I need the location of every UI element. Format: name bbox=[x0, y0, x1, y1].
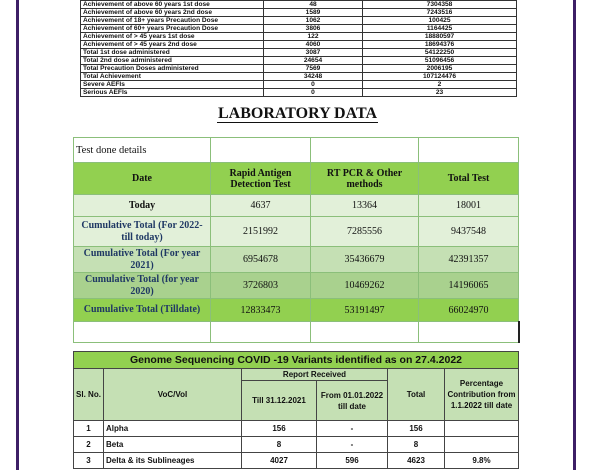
genome-title: Genome Sequencing COVID -19 Variants identified as on 27.4.2022 bbox=[74, 352, 519, 369]
vax-today: 0 bbox=[264, 89, 363, 97]
rtpcr-value: 35436679 bbox=[311, 247, 419, 273]
variant-sl: 2 bbox=[74, 437, 104, 453]
row-label: Today bbox=[74, 195, 211, 217]
vax-today: 0 bbox=[264, 81, 363, 89]
laboratory-table bbox=[73, 137, 520, 343]
table-row bbox=[81, 17, 517, 25]
total-value: 14196065 bbox=[419, 273, 519, 299]
table-row bbox=[81, 73, 517, 81]
table-row bbox=[74, 195, 519, 217]
variant-sl: 1 bbox=[74, 421, 104, 437]
vax-label: Achievement of above 60 years 1st dose bbox=[81, 1, 264, 9]
vax-cumulative: 2 bbox=[363, 81, 517, 89]
total-value: 66024970 bbox=[419, 299, 519, 322]
variant-from-2022: 596 bbox=[317, 453, 388, 469]
vax-label: Severe AEFIs bbox=[81, 81, 264, 89]
vax-today: 34248 bbox=[264, 73, 363, 81]
variant-till-2021: 4027 bbox=[242, 453, 317, 469]
table-row bbox=[81, 81, 517, 89]
rapid-value: 12833473 bbox=[211, 299, 311, 322]
table-row bbox=[81, 9, 517, 17]
table-row bbox=[81, 25, 517, 33]
vax-label: Achievement of 60+ years Precaution Dose bbox=[81, 25, 264, 33]
table-row bbox=[74, 421, 519, 437]
vax-cumulative: 1164425 bbox=[363, 25, 517, 33]
table-row bbox=[81, 49, 517, 57]
vax-label: Achievement of > 45 years 1st dose bbox=[81, 33, 264, 41]
header-date: Date bbox=[74, 163, 211, 195]
vax-today: 48 bbox=[264, 1, 363, 9]
variant-till-2021: 156 bbox=[242, 421, 317, 437]
vax-label: Achievement of above 60 years 2nd dose bbox=[81, 9, 264, 17]
table-row bbox=[81, 33, 517, 41]
table-row bbox=[74, 273, 519, 299]
vax-cumulative: 107124476 bbox=[363, 73, 517, 81]
header-total: Total bbox=[388, 369, 445, 421]
variant-name: Alpha bbox=[104, 421, 242, 437]
vax-cumulative: 18694376 bbox=[363, 41, 517, 49]
header-voc-voi: VoC/VoI bbox=[104, 369, 242, 421]
header-rtpcr: RT PCR & Other methods bbox=[311, 163, 419, 195]
vax-today: 1062 bbox=[264, 17, 363, 25]
variant-sl: 3 bbox=[74, 453, 104, 469]
rtpcr-value: 13364 bbox=[311, 195, 419, 217]
page-border-left bbox=[16, 0, 19, 470]
variant-name: Delta & its Sublineages bbox=[104, 453, 242, 469]
variant-percentage: 9.8% bbox=[445, 453, 519, 469]
vax-today: 4060 bbox=[264, 41, 363, 49]
header-percentage-contribution: Percentage Contribution from 1.1.2022 till date bbox=[445, 369, 519, 421]
vax-today: 24654 bbox=[264, 57, 363, 65]
row-label: Cumulative Total (For 2022- till today) bbox=[74, 217, 211, 247]
row-label: Cumulative Total (for year 2020) bbox=[74, 273, 211, 299]
table-row bbox=[81, 41, 517, 49]
table-row bbox=[74, 299, 519, 322]
rtpcr-value: 10469262 bbox=[311, 273, 419, 299]
vax-label: Total 2nd dose administered bbox=[81, 57, 264, 65]
header-sl-no: Sl. No. bbox=[74, 369, 104, 421]
vax-cumulative: 7304358 bbox=[363, 1, 517, 9]
genome-sequencing-table bbox=[73, 351, 519, 469]
vax-label: Total Precaution Doses administered bbox=[81, 65, 264, 73]
vaccination-table bbox=[80, 0, 517, 97]
header-from-2022: From 01.01.2022 till date bbox=[317, 381, 388, 421]
header-report-received: Report Received bbox=[242, 369, 388, 381]
variant-from-2022: - bbox=[317, 437, 388, 453]
variant-name: Beta bbox=[104, 437, 242, 453]
table-row bbox=[81, 89, 517, 97]
rapid-value: 6954678 bbox=[211, 247, 311, 273]
total-value: 42391357 bbox=[419, 247, 519, 273]
table-row bbox=[74, 453, 519, 469]
vax-cumulative: 2006195 bbox=[363, 65, 517, 73]
vax-today: 3087 bbox=[264, 49, 363, 57]
table-caption-row bbox=[74, 138, 519, 163]
vax-cumulative: 51096456 bbox=[363, 57, 517, 65]
vax-label: Achievement of 18+ years Precaution Dose bbox=[81, 17, 264, 25]
variant-total: 8 bbox=[388, 437, 445, 453]
table-header-row bbox=[74, 163, 519, 195]
laboratory-title: LABORATORY DATA bbox=[217, 105, 377, 122]
header-rapid-antigen: Rapid Antigen Detection Test bbox=[211, 163, 311, 195]
genome-header-row bbox=[74, 369, 519, 381]
vax-label: Serious AEFIs bbox=[81, 89, 264, 97]
header-total-test: Total Test bbox=[419, 163, 519, 195]
vax-today: 122 bbox=[264, 33, 363, 41]
header-till-2021: Till 31.12.2021 bbox=[242, 381, 317, 421]
table-spacer-row bbox=[74, 322, 519, 343]
test-details-caption: Test done details bbox=[74, 138, 211, 163]
variant-percentage bbox=[445, 421, 519, 437]
vax-today: 3806 bbox=[264, 25, 363, 33]
variant-percentage bbox=[445, 437, 519, 453]
rtpcr-value: 7285556 bbox=[311, 217, 419, 247]
vax-today: 1589 bbox=[264, 9, 363, 17]
row-label: Cumulative Total (Tilldate) bbox=[74, 299, 211, 322]
table-row bbox=[81, 65, 517, 73]
vax-cumulative: 100425 bbox=[363, 17, 517, 25]
vax-cumulative: 18880597 bbox=[363, 33, 517, 41]
variant-from-2022: - bbox=[317, 421, 388, 437]
vax-cumulative: 23 bbox=[363, 89, 517, 97]
vax-label: Total 1st dose administered bbox=[81, 49, 264, 57]
table-row bbox=[81, 57, 517, 65]
rapid-value: 4637 bbox=[211, 195, 311, 217]
vax-label: Achievement of > 45 years 2nd dose bbox=[81, 41, 264, 49]
variant-total: 156 bbox=[388, 421, 445, 437]
total-value: 18001 bbox=[419, 195, 519, 217]
table-row bbox=[74, 247, 519, 273]
genome-title-row bbox=[74, 352, 519, 369]
row-label: Cumulative Total (For year 2021) bbox=[74, 247, 211, 273]
vax-cumulative: 54122250 bbox=[363, 49, 517, 57]
vax-today: 7569 bbox=[264, 65, 363, 73]
rtpcr-value: 53191497 bbox=[311, 299, 419, 322]
table-row bbox=[74, 437, 519, 453]
total-value: 9437548 bbox=[419, 217, 519, 247]
page-border-right bbox=[573, 0, 576, 470]
rapid-value: 2151992 bbox=[211, 217, 311, 247]
variant-till-2021: 8 bbox=[242, 437, 317, 453]
variant-total: 4623 bbox=[388, 453, 445, 469]
table-row bbox=[74, 217, 519, 247]
table-row bbox=[81, 1, 517, 9]
vax-label: Total Achievement bbox=[81, 73, 264, 81]
rapid-value: 3726803 bbox=[211, 273, 311, 299]
vax-cumulative: 7243516 bbox=[363, 9, 517, 17]
